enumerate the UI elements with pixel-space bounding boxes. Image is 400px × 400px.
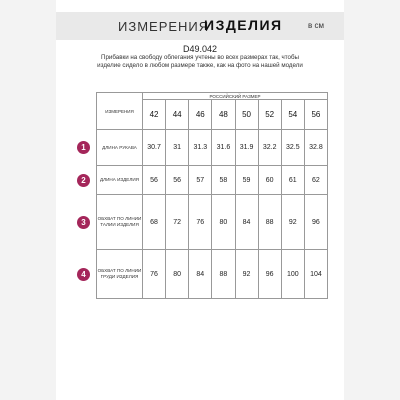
title-units: в см [308, 21, 324, 30]
value-cell: 104 [304, 250, 327, 299]
value-cell: 59 [235, 166, 258, 195]
row-number-badge: 4 [77, 268, 90, 281]
value-cell: 60 [258, 166, 281, 195]
size-group-header: РОССИЙСКИЙ РАЗМЕР [143, 93, 328, 100]
row-number-badge: 2 [77, 174, 90, 187]
row-label: ДЛИНА ИЗДЕЛИЯ [97, 166, 143, 195]
value-cell: 80 [212, 195, 235, 250]
size-cell: 50 [235, 100, 258, 130]
size-cell: 56 [304, 100, 327, 130]
row-label: ДЛИНА РУКАВА [97, 130, 143, 166]
value-cell: 57 [189, 166, 212, 195]
value-cell: 76 [143, 250, 166, 299]
value-cell: 96 [258, 250, 281, 299]
value-cell: 88 [258, 195, 281, 250]
table-row [97, 195, 328, 250]
value-cell: 92 [235, 250, 258, 299]
value-cell: 76 [189, 195, 212, 250]
row-label: ОБХВАТ ПО ЛИНИИ ТАЛИИ ИЗДЕЛИЯ [97, 195, 143, 250]
value-cell: 62 [304, 166, 327, 195]
value-cell: 30.7 [143, 130, 166, 166]
title-measurements: ИЗМЕРЕНИЯ [118, 19, 210, 34]
value-cell: 72 [166, 195, 189, 250]
table-row [97, 250, 328, 299]
size-cell: 48 [212, 100, 235, 130]
value-cell: 100 [281, 250, 304, 299]
value-cell: 80 [166, 250, 189, 299]
value-cell: 68 [143, 195, 166, 250]
row-number-badge: 1 [77, 141, 90, 154]
value-cell: 61 [281, 166, 304, 195]
value-cell: 92 [281, 195, 304, 250]
value-cell: 88 [212, 250, 235, 299]
fit-note: Прибавки на свободу облегания учтены во всех размерах так, чтобы изделие сидело в любом размере также, как на фото на нашей модели [97, 54, 303, 69]
measurement-card [56, 0, 344, 400]
product-code: D49.042 [182, 44, 218, 54]
table-label-header: ИЗМЕРЕНИЯ [97, 93, 143, 130]
value-cell: 31 [166, 130, 189, 166]
table-row [97, 130, 328, 166]
value-cell: 31.3 [189, 130, 212, 166]
row-number-badge: 3 [77, 216, 90, 229]
size-cell: 42 [143, 100, 166, 130]
value-cell: 58 [212, 166, 235, 195]
size-table [96, 92, 328, 299]
value-cell: 31.6 [212, 130, 235, 166]
value-cell: 32.5 [281, 130, 304, 166]
table-row [97, 166, 328, 195]
size-cell: 54 [281, 100, 304, 130]
value-cell: 31.9 [235, 130, 258, 166]
title-band [56, 12, 344, 40]
size-cell: 44 [166, 100, 189, 130]
size-cell: 46 [189, 100, 212, 130]
value-cell: 84 [189, 250, 212, 299]
row-label: ОБХВАТ ПО ЛИНИИ ГРУДИ ИЗДЕЛИЯ [97, 250, 143, 299]
value-cell: 56 [143, 166, 166, 195]
size-cell: 52 [258, 100, 281, 130]
value-cell: 96 [304, 195, 327, 250]
value-cell: 84 [235, 195, 258, 250]
value-cell: 56 [166, 166, 189, 195]
value-cell: 32.8 [304, 130, 327, 166]
title-product: ИЗДЕЛИЯ [204, 17, 283, 33]
value-cell: 32.2 [258, 130, 281, 166]
